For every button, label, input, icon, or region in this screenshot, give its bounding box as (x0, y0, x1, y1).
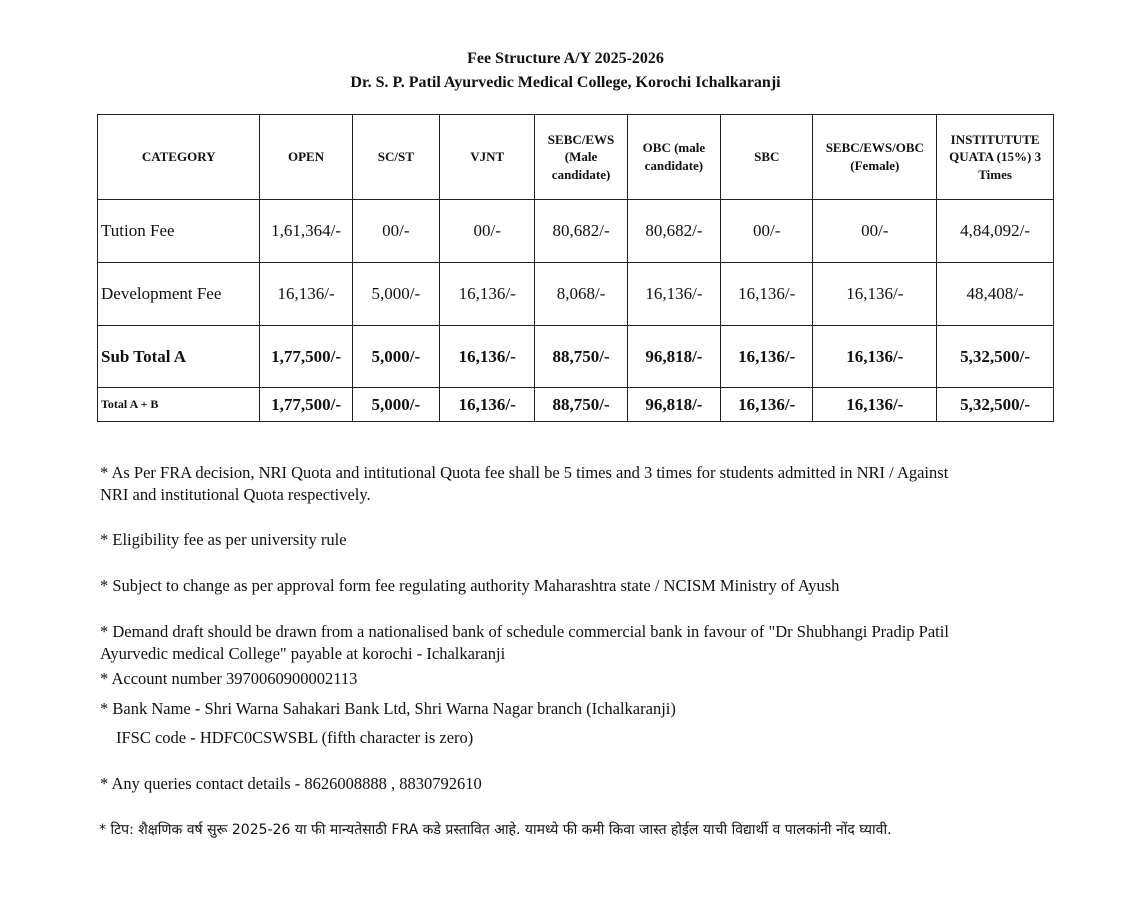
row-label: Development Fee (98, 263, 260, 326)
column-header: OBC (male candidate) (627, 115, 720, 200)
note-fra-line-1: * As Per FRA decision, NRI Quota and intitutional Quota fee shall be 5 times and 3 times for students admitted in NRI / Against (100, 463, 949, 482)
note-approval: * Subject to change as per approval form fee regulating authority Maharashtra state / NCISM Ministry of Ayush (100, 576, 840, 595)
table-cell: 16,136/- (627, 263, 720, 326)
table-header-row (98, 115, 1054, 200)
table-cell: 16,136/- (813, 388, 937, 422)
table-cell: 16,136/- (813, 263, 937, 326)
table-cell: 1,77,500/- (260, 326, 352, 388)
note-ifsc-code: IFSC code - HDFC0CSWSBL (fifth character is zero) (116, 728, 474, 747)
column-header: VJNT (439, 115, 534, 200)
row-label: Sub Total A (98, 326, 260, 388)
note-bank-name: * Bank Name - Shri Warna Sahakari Bank Ltd, Shri Warna Nagar branch (Ichalkaranji) (100, 699, 676, 718)
column-header: OPEN (260, 115, 352, 200)
column-header: SBC (721, 115, 813, 200)
table-cell: 16,136/- (721, 326, 813, 388)
table-cell: 96,818/- (627, 388, 720, 422)
column-header: SEBC/EWS/OBC (Female) (813, 115, 937, 200)
table-cell: 5,32,500/- (937, 326, 1054, 388)
table-cell: 96,818/- (627, 326, 720, 388)
table-cell: 80,682/- (535, 200, 627, 263)
table-cell: 00/- (352, 200, 439, 263)
table-cell: 16,136/- (813, 326, 937, 388)
table-row-total (98, 388, 1054, 422)
table-cell: 4,84,092/- (937, 200, 1054, 263)
table-cell: 1,77,500/- (260, 388, 352, 422)
table-cell: 5,000/- (352, 326, 439, 388)
table-cell: 5,000/- (352, 263, 439, 326)
table-cell: 1,61,364/- (260, 200, 352, 263)
table-cell: 16,136/- (439, 263, 534, 326)
note-account-number: * Account number 3970060900002113 (100, 669, 358, 688)
table-cell: 00/- (439, 200, 534, 263)
table-cell: 00/- (721, 200, 813, 263)
table-cell: 00/- (813, 200, 937, 263)
note-demand-draft-line-2: Ayurvedic medical College" payable at korochi - Ichalkaranji (100, 644, 506, 663)
row-label: Tution Fee (98, 200, 260, 263)
table-row-tuition-fee (98, 200, 1054, 263)
table-row-sub-total (98, 326, 1054, 388)
table-cell: 5,000/- (352, 388, 439, 422)
table-cell: 16,136/- (439, 326, 534, 388)
table-cell: 5,32,500/- (937, 388, 1054, 422)
table-cell: 88,750/- (535, 326, 627, 388)
table-cell: 16,136/- (439, 388, 534, 422)
note-eligibility: * Eligibility fee as per university rule (100, 530, 347, 549)
table-cell: 80,682/- (627, 200, 720, 263)
college-name: Dr. S. P. Patil Ayurvedic Medical College, Korochi Ichalkaranji (350, 74, 781, 91)
column-header: CATEGORY (98, 115, 260, 200)
table-row-development-fee (98, 263, 1054, 326)
column-header: SC/ST (352, 115, 439, 200)
table-cell: 88,750/- (535, 388, 627, 422)
table-cell: 48,408/- (937, 263, 1054, 326)
column-header: INSTITUTUTE QUATA (15%) 3 Times (937, 115, 1054, 200)
table-cell: 16,136/- (260, 263, 352, 326)
table-cell: 8,068/- (535, 263, 627, 326)
fee-table (97, 114, 1054, 422)
row-label: Total A + B (98, 388, 260, 422)
table-cell: 16,136/- (721, 263, 813, 326)
document-title: Fee Structure A/Y 2025-2026 (467, 50, 664, 67)
note-fra-line-2: NRI and institutional Quota respectively. (100, 485, 371, 504)
column-header: SEBC/EWS (Male candidate) (535, 115, 627, 200)
note-demand-draft-line-1: * Demand draft should be drawn from a nationalised bank of schedule commercial bank in favour of "Dr Shubhangi Pradip Patil (100, 622, 949, 641)
note-contact-details: * Any queries contact details - 8626008888 , 8830792610 (100, 774, 482, 793)
note-marathi: * टिप: शैक्षणिक वर्ष सुरू 2025-26 या फी मान्यतेसाठी FRA कडे प्रस्तावित आहे. यामध्ये फी कमी किवा जास्त होईल याची विद्यार्थी व पालकांनी नोंद घ्यावी. (99, 822, 892, 838)
table-cell: 16,136/- (721, 388, 813, 422)
